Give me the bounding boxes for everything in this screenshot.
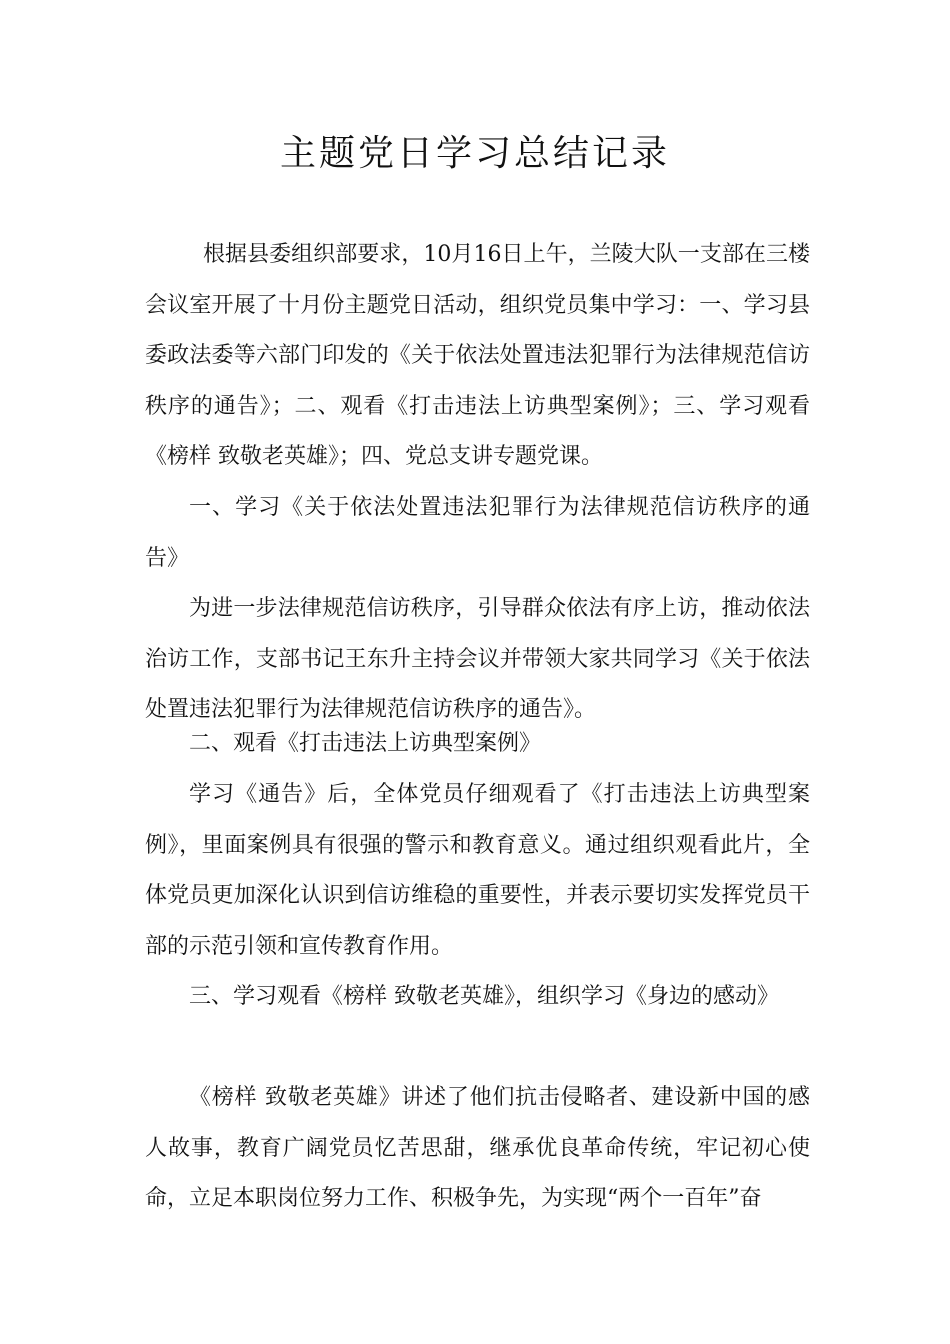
section-heading-3: 三、学习观看《榜样 致敬老英雄》，组织学习《身边的感动》 [189,984,779,1009]
page-title: 主题党日学习总结记录 [279,133,670,174]
section-paragraph-2: 学习《通告》后，全体党员仔细观看了《打击违法上访典型案例》，里面案例具有很强的警示和教育意义。通过组织观看此片，全体党员更加深化认识到信访维稳的重要性，并表示要切实发挥党员干部的示范引领和宣传教育作用。 [145,782,810,959]
section-heading-2: 二、观看《打击违法上访典型案例》 [189,731,542,756]
section-heading-1: 一、学习《关于依法处置违法犯罪行为法律规范信访秩序的通告》 [145,495,810,571]
intro-paragraph: 根据县委组织部要求，10月16日上午，兰陵大队一支部在三楼会议室开展了十月份主题党日活动，组织党员集中学习：一、学习县委政法委等六部门印发的《关于依法处置违法犯罪行为法律规范信访秩序的通告》；二、观看《打击违法上访典型案例》；三、学习观看《榜样 致敬老英雄》；四、党总支讲专题党课。 [145,242,810,469]
section-paragraph-1: 为进一步法律规范信访秩序，引导群众依法有序上访，推动依法治访工作，支部书记王东升主持会议并带领大家共同学习《关于依法处置违法犯罪行为法律规范信访秩序的通告》。 [145,596,810,722]
section-paragraph-3: 《榜样 致敬老英雄》讲述了他们抗击侵略者、建设新中国的感人故事，教育广阔党员忆苦思甜，继承优良革命传统，牢记初心使命，立足本职岗位努力工作、积极争先，为实现“两个一百年”奋 [145,1085,810,1211]
